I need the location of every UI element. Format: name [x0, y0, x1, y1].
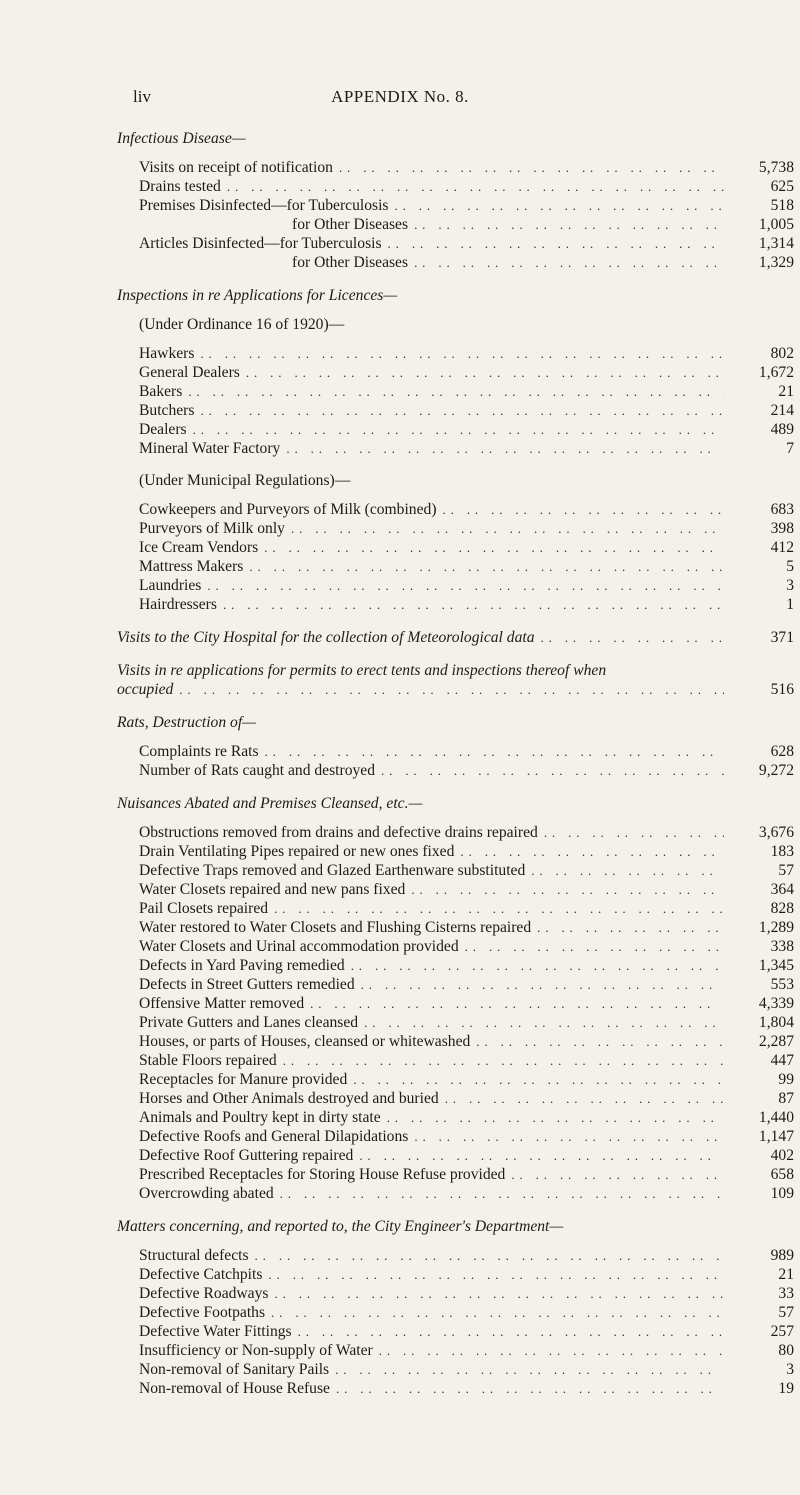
item-value: 1,147 [758, 1128, 794, 1145]
item-value: 33 [778, 1285, 794, 1302]
list-item [114, 1341, 794, 1360]
item-value: 447 [770, 1052, 794, 1069]
list-item [114, 215, 794, 234]
section-heading-nuisances: Nuisances Abated and Premises Cleansed, etc.— [117, 795, 423, 812]
report-body [114, 129, 794, 1398]
item-value: 2,287 [758, 1033, 794, 1050]
item-value: 5 [786, 558, 794, 575]
item-label: Complaints re Rats [139, 743, 259, 760]
item-value: 1,440 [758, 1109, 794, 1126]
list-item [114, 158, 794, 177]
section-heading-licences: Inspections in re Applications for Licences— [117, 287, 398, 304]
list-item [114, 1165, 794, 1184]
item-label: Structural defects [139, 1247, 249, 1264]
item-value: 802 [770, 345, 794, 362]
subsection-heading-ordinance: (Under Ordinance 16 of 1920)— [139, 316, 345, 333]
item-value: 989 [770, 1247, 794, 1264]
section-heading-rats: Rats, Destruction of— [117, 714, 257, 731]
item-value: 364 [770, 881, 794, 898]
item-value: 183 [770, 843, 794, 860]
item-label: Cowkeepers and Purveyors of Milk (combined) [139, 501, 437, 518]
item-value: 9,272 [758, 762, 794, 779]
item-value: 3,676 [758, 824, 794, 841]
list-item [114, 1360, 794, 1379]
item-label: Obstructions removed from drains and defective drains repaired [139, 824, 538, 841]
list-item [114, 994, 794, 1013]
item-label: Articles Disinfected—for Tuberculosis [139, 235, 382, 252]
item-label: Purveyors of Milk only [139, 520, 285, 537]
list-item [114, 1184, 794, 1203]
item-label: Defective Footpaths [139, 1304, 266, 1321]
section-heading-engineer: Matters concerning, and reported to, the City Engineer's Department— [117, 1218, 564, 1235]
item-label: Hawkers [139, 345, 195, 362]
item-value: 1 [786, 596, 794, 613]
item-label: Bakers [139, 383, 183, 400]
item-label: Ice Cream Vendors [139, 539, 259, 556]
item-value: 625 [770, 178, 794, 195]
item-value: 1,672 [758, 364, 794, 381]
item-label: Water Closets repaired and new pans fixed [139, 881, 406, 898]
item-value: 628 [770, 743, 794, 760]
item-value: 109 [770, 1185, 794, 1202]
item-label: Defects in Yard Paving remedied [139, 957, 345, 974]
item-label: Non-removal of House Refuse [139, 1380, 330, 1397]
item-value: 7 [786, 440, 794, 457]
list-item [114, 1089, 794, 1108]
list-item [114, 363, 794, 382]
item-label: Private Gutters and Lanes cleansed [139, 1014, 359, 1031]
item-label: Drain Ventilating Pipes repaired or new ones fixed [139, 843, 455, 860]
item-value: 19 [778, 1380, 794, 1397]
item-label: Overcrowding abated [139, 1185, 274, 1202]
item-label: Defective Water Fittings [139, 1323, 292, 1340]
list-item [114, 761, 794, 780]
list-item [114, 742, 794, 761]
item-value: 1,329 [758, 254, 794, 271]
list-item [114, 1284, 794, 1303]
page-number: liv [133, 87, 151, 106]
item-value: 4,339 [758, 995, 794, 1012]
page-header [0, 87, 800, 111]
item-value: 338 [770, 938, 794, 955]
item-label: Non-removal of Sanitary Pails [139, 1361, 330, 1378]
list-item [114, 500, 794, 519]
item-label: Dealers [139, 421, 187, 438]
list-item [114, 196, 794, 215]
item-value: 21 [778, 383, 794, 400]
list-item [114, 975, 794, 994]
item-label: Defective Traps removed and Glazed Earthenware substituted [139, 862, 526, 879]
item-value: 828 [770, 900, 794, 917]
item-value: 3 [786, 577, 794, 594]
list-item [114, 420, 794, 439]
item-label: Defective Roof Guttering repaired [139, 1147, 354, 1164]
item-value: 3 [786, 1361, 794, 1378]
list-item [114, 861, 794, 880]
item-label: Drains tested [139, 178, 221, 195]
list-item [114, 234, 794, 253]
item-value: 1,005 [758, 216, 794, 233]
page-title: APPENDIX No. 8. [331, 87, 469, 106]
item-label: Houses, or parts of Houses, cleansed or whitewashed [139, 1033, 471, 1050]
subsection-heading-municipal: (Under Municipal Regulations)— [139, 472, 351, 489]
item-value: 683 [770, 501, 794, 518]
section-heading-tents: Visits in re applications for permits to erect tents and inspections thereof when [117, 662, 607, 679]
list-item [114, 177, 794, 196]
item-label: Horses and Other Animals destroyed and buried [139, 1090, 439, 1107]
item-value: 516 [770, 681, 794, 698]
list-item [114, 1032, 794, 1051]
item-label: Defective Roadways [139, 1285, 269, 1302]
list-item [114, 401, 794, 420]
list-item [114, 382, 794, 401]
item-label: Water restored to Water Closets and Flushing Cisterns repaired [139, 919, 532, 936]
list-item [114, 823, 794, 842]
item-label: Receptacles for Manure provided [139, 1071, 348, 1088]
list-item [114, 1127, 794, 1146]
item-label: Defective Roofs and General Dilapidations [139, 1128, 409, 1145]
list-item [114, 1051, 794, 1070]
item-label: Premises Disinfected—for Tuberculosis [139, 197, 389, 214]
list-item [114, 595, 794, 614]
list-item [114, 956, 794, 975]
list-item [114, 344, 794, 363]
list-item [114, 1013, 794, 1032]
list-item [114, 1146, 794, 1165]
list-item [114, 937, 794, 956]
item-value: 371 [770, 629, 794, 646]
item-value: 21 [778, 1266, 794, 1283]
item-label: Hairdressers [139, 596, 217, 613]
list-item [114, 1303, 794, 1322]
item-value: 1,289 [758, 919, 794, 936]
item-value: 489 [770, 421, 794, 438]
item-label: Prescribed Receptacles for Storing House Refuse provided [139, 1166, 506, 1183]
item-value: 80 [778, 1342, 794, 1359]
list-item [114, 519, 794, 538]
item-value: 257 [770, 1323, 794, 1340]
list-item [114, 842, 794, 861]
item-value: 658 [770, 1166, 794, 1183]
item-label: Mattress Makers [139, 558, 244, 575]
item-label: Visits to the City Hospital for the collection of Meteorological data [117, 629, 535, 646]
item-value: 214 [770, 402, 794, 419]
item-value: 1,804 [758, 1014, 794, 1031]
list-item [114, 1322, 794, 1341]
section-row-hospital [114, 628, 794, 647]
item-label: Number of Rats caught and destroyed [139, 762, 376, 779]
section-row-tents [114, 680, 794, 699]
item-label: Insufficiency or Non-supply of Water [139, 1342, 373, 1359]
item-label: Offensive Matter removed [139, 995, 305, 1012]
item-value: 402 [770, 1147, 794, 1164]
item-value: 398 [770, 520, 794, 537]
item-value: 1,345 [758, 957, 794, 974]
item-value: 87 [778, 1090, 794, 1107]
list-item [114, 918, 794, 937]
section-heading-infectious: Infectious Disease— [117, 130, 246, 147]
item-label: Pail Closets repaired [139, 900, 269, 917]
item-value: 57 [778, 862, 794, 879]
item-label: Animals and Poultry kept in dirty state [139, 1109, 381, 1126]
item-value: 5,738 [758, 159, 794, 176]
list-item [114, 1070, 794, 1089]
item-label: for Other Diseases [292, 216, 409, 233]
list-item [114, 899, 794, 918]
list-item [114, 557, 794, 576]
list-item [114, 439, 794, 458]
item-label: Defects in Street Gutters remedied [139, 976, 355, 993]
item-label: for Other Diseases [292, 254, 409, 271]
item-label: Laundries [139, 577, 202, 594]
item-label: occupied [117, 681, 174, 698]
list-item [114, 1246, 794, 1265]
list-item [114, 880, 794, 899]
item-label: Water Closets and Urinal accommodation provided [139, 938, 459, 955]
item-value: 1,314 [758, 235, 794, 252]
item-label: Mineral Water Factory [139, 440, 281, 457]
list-item [114, 538, 794, 557]
item-label: Butchers [139, 402, 195, 419]
item-value: 553 [770, 976, 794, 993]
list-item [114, 1108, 794, 1127]
item-value: 57 [778, 1304, 794, 1321]
list-item [114, 1265, 794, 1284]
item-label: Stable Floors repaired [139, 1052, 277, 1069]
item-value: 412 [770, 539, 794, 556]
item-value: 518 [770, 197, 794, 214]
list-item [114, 253, 794, 272]
list-item [114, 576, 794, 595]
item-label: General Dealers [139, 364, 240, 381]
item-label: Visits on receipt of notification [139, 159, 333, 176]
list-item [114, 1379, 794, 1398]
item-label: Defective Catchpits [139, 1266, 263, 1283]
item-value: 99 [778, 1071, 794, 1088]
